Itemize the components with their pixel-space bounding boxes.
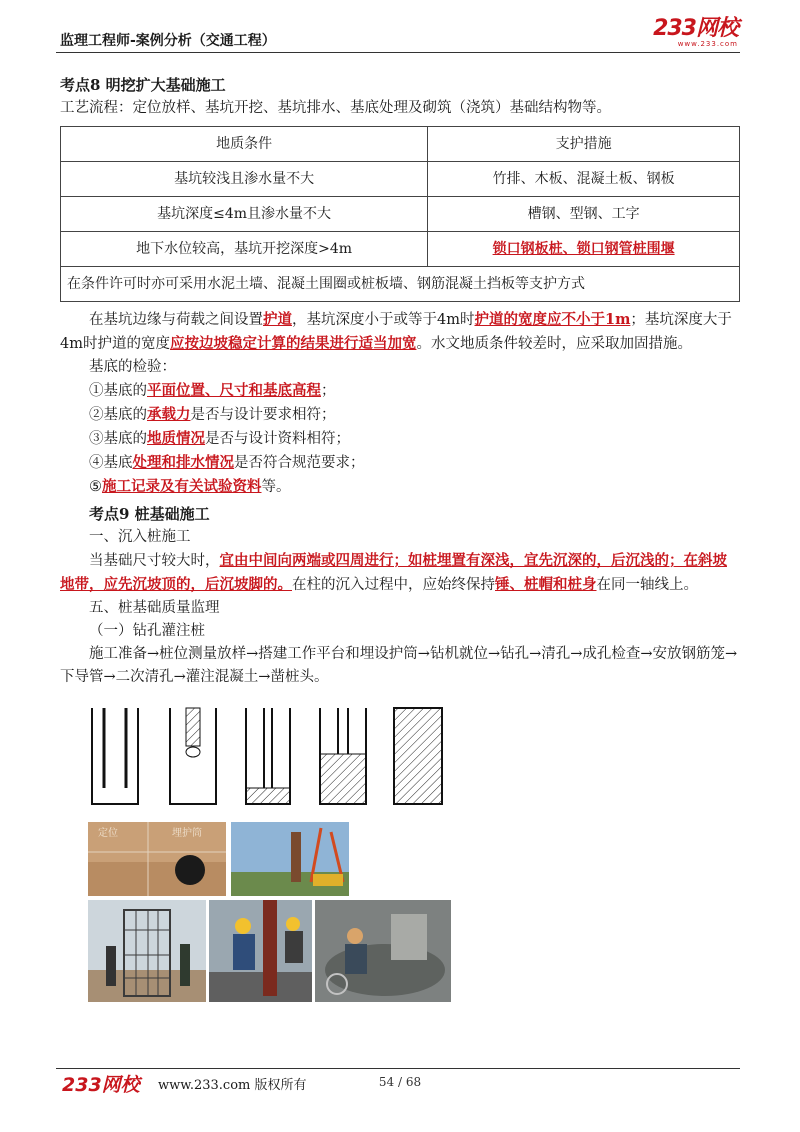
text-run: ； xyxy=(321,383,336,399)
photo-pile-layout xyxy=(88,822,226,896)
text-run: ，基坑深度小于或等于4m时 xyxy=(292,312,475,328)
highlight-text: 地质情况 xyxy=(147,430,205,447)
text-run: 。水文地质条件较差时，应采取加固措施。 xyxy=(416,336,692,352)
highlight-text: 锤、桩帽和桩身 xyxy=(495,576,597,593)
photo-label-casing: 埋护筒 xyxy=(172,828,202,839)
subheading: （一）钻孔灌注桩 xyxy=(89,623,205,639)
table-cell-highlight xyxy=(428,232,740,267)
photo-workers-image xyxy=(209,900,312,1002)
guard-paragraph xyxy=(60,308,740,356)
footer-divider xyxy=(56,1068,740,1069)
process-text: 工艺流程：定位放样、基坑开挖、基坑排水、基底处理及砌筑（浇筑）基础结构物等。 xyxy=(60,100,611,116)
table-row xyxy=(61,162,740,197)
inspect-title: 基底的检验： xyxy=(89,359,176,375)
text-run: 是否与设计资料相符； xyxy=(205,431,350,447)
table-row xyxy=(61,232,740,267)
photo-label-positioning: 定位 xyxy=(98,828,118,839)
highlight-text: 宜由中间向两端或四周进行；如桩埋置有深浅，宜先沉深的，后沉浅的；在斜坡地带，应先沉坡顶的，后沉坡脚的。 xyxy=(60,552,727,593)
logo-text: 233网校 xyxy=(653,16,738,41)
table-cell: 地下水位较高，基坑开挖深度>4m xyxy=(61,232,428,267)
photo-rig-image xyxy=(231,822,349,896)
text-run: ①基底的 xyxy=(89,383,147,399)
section8-title: 考点8 明挖扩大基础施工 xyxy=(60,76,226,94)
inspect-item xyxy=(60,379,740,403)
pile-paragraph xyxy=(60,549,740,597)
page-content xyxy=(60,70,740,689)
text-run: ；基坑深度大于4m时护道的宽度 xyxy=(60,312,732,352)
text-run: ⑤ xyxy=(89,479,102,495)
inspect-item xyxy=(60,451,740,475)
support-table xyxy=(60,126,740,302)
section9-title: 考点9 桩基础施工 xyxy=(89,505,210,523)
flow-text: 施工准备→桩位测量放样→搭建工作平台和埋设护筒→钻机就位→钻孔→清孔→成孔检查→安放钢筋笼→下导管→二次清孔→灌注混凝土→凿桩头。 xyxy=(60,646,738,685)
highlight-text: 锁口钢板桩、锁口钢管桩围堰 xyxy=(492,240,675,257)
photo-cage-image xyxy=(88,900,206,1002)
table-cell: 竹排、木板、混凝土板、钢板 xyxy=(428,162,740,197)
highlight-text: 平面位置、尺寸和基底高程 xyxy=(147,382,321,399)
highlight-text: 应按边坡稳定计算的结果进行适当加宽 xyxy=(169,335,417,352)
highlight-text: 承载力 xyxy=(147,406,191,423)
subheading: 五、桩基础质量监理 xyxy=(89,600,220,616)
table-header-row xyxy=(61,127,740,162)
photo-conduit-work xyxy=(209,900,312,1002)
photo-steel-cage xyxy=(88,900,206,1002)
step1-casing xyxy=(92,708,138,804)
text-run: ②基底的 xyxy=(89,407,147,423)
table-footer-cell: 在条件许可时亦可采用水泥土墙、混凝土围圈或桩板墙、钢筋混凝土挡板等支护方式 xyxy=(61,267,740,302)
bored-pile-diagram xyxy=(86,706,446,806)
step2-drilling xyxy=(170,708,216,804)
header-title: 监理工程师-案例分析（交通工程） xyxy=(60,33,276,49)
table-cell: 槽钢、型钢、工字 xyxy=(428,197,740,232)
text-run: 在柱的沉入过程中，应始终保持 xyxy=(292,577,495,593)
subheading: 一、沉入桩施工 xyxy=(89,529,191,545)
highlight-text: 护道的宽度应不小于1m xyxy=(474,311,631,328)
table-cell: 基坑较浅且渗水量不大 xyxy=(61,162,428,197)
text-run: ③基底的 xyxy=(89,431,147,447)
inspect-item xyxy=(60,403,740,427)
brand-logo xyxy=(653,18,738,48)
step3-conduit xyxy=(246,708,290,804)
photo-pilehead-image xyxy=(315,900,451,1002)
table-row xyxy=(61,267,740,302)
photo-ground-image xyxy=(88,822,226,896)
table-cell: 基坑深度≤4m且渗水量不大 xyxy=(61,197,428,232)
text-run: 是否符合规范要求； xyxy=(234,455,365,471)
table-row xyxy=(61,197,740,232)
highlight-text: 处理和排水情况 xyxy=(132,454,234,471)
footer-url: www.233.com 版权所有 xyxy=(158,1078,307,1093)
table-header-cell: 支护措施 xyxy=(428,127,740,162)
text-run: 是否与设计要求相符； xyxy=(190,407,336,423)
inspect-item xyxy=(60,475,740,499)
step4-pouring xyxy=(320,708,366,804)
step5-finished-pile xyxy=(394,708,442,804)
text-run: 在基坑边缘与荷载之间设置 xyxy=(89,312,263,328)
text-run: ④基底 xyxy=(89,455,133,471)
photo-drilling-rig xyxy=(231,822,349,896)
table-header-cell: 地质条件 xyxy=(61,127,428,162)
photo-pile-head xyxy=(315,900,451,1002)
text-run: 在同一轴线上。 xyxy=(596,577,698,593)
page-number: 54 / 68 xyxy=(378,1075,422,1089)
logo-url: www.233.com xyxy=(677,40,738,48)
text-run: 当基础尺寸较大时， xyxy=(89,553,220,569)
text-run: 等。 xyxy=(261,479,291,495)
inspect-item xyxy=(60,427,740,451)
header-divider xyxy=(56,52,740,53)
footer-logo: 233网校 xyxy=(62,1074,140,1096)
highlight-text: 护道 xyxy=(263,311,292,328)
highlight-text: 施工记录及有关试验资料 xyxy=(102,478,262,495)
